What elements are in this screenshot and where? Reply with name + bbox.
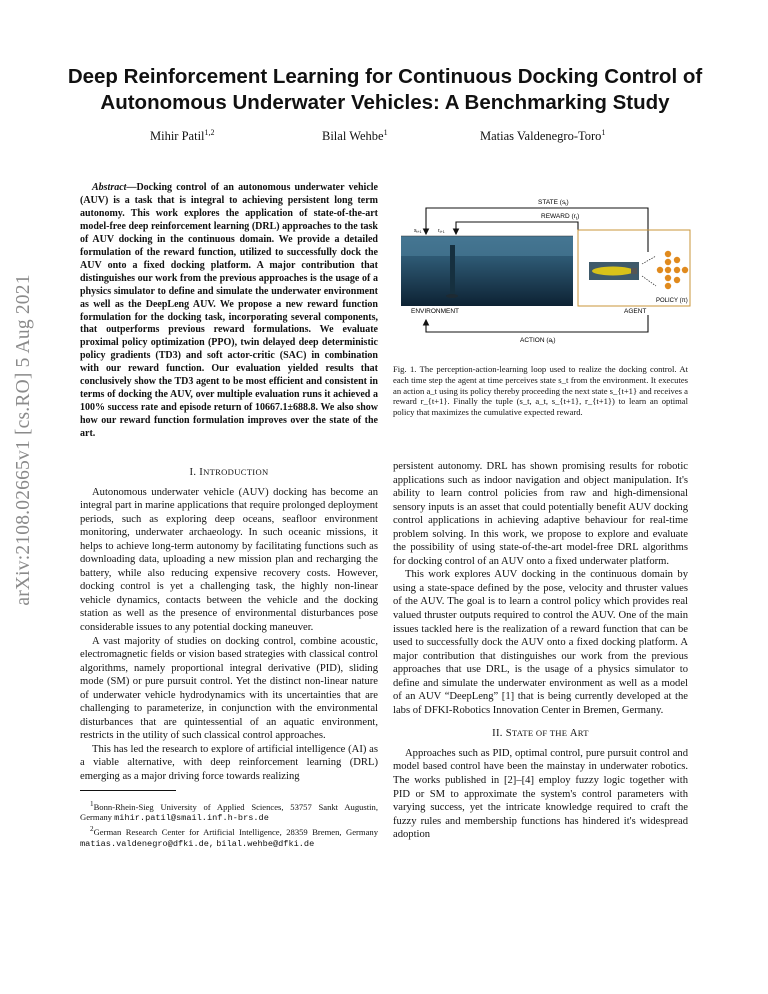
paragraph: Autonomous underwater vehicle (AUV) docking has become an integral part in marine applications that require prolonged deployment periods, such as exploring deep oceans, seafloor environment monitoring, underwater archaeology. In such oceanic missions, it helps to achieve long-term autonomy by facilitating functions such as downloading data, uploading a new mission plan and recharging the battery, while also reducing expensive recovery costs. However, docking control is yet a challenging task, the highly non-linear vehicle dynamics, contacts between the vehicle and the docking station as well as the presence of environmental disturbances pose considerable issues to any potential docking maneuver. (80, 486, 378, 634)
footnote-rule (80, 790, 176, 791)
reward-label: REWARD $(r_t)$ (541, 213, 580, 221)
author-1 (150, 128, 215, 144)
left-column-body (80, 456, 378, 850)
email-link[interactable]: matias.valdenegro@dfki.de, (80, 839, 215, 850)
agent-label: AGENT (624, 308, 647, 315)
perception-action-loop-figure (398, 190, 698, 360)
policy-network-icon (642, 251, 688, 289)
section-heading-introduction: I. INTRODUCTION (189, 467, 269, 478)
arxiv-identifier (4, 160, 44, 720)
author-affiliation: 1 (383, 128, 388, 137)
author-affiliation: 1 (601, 128, 606, 137)
abstract (80, 182, 378, 441)
email-link[interactable]: bilal.wehbe@dfki.de (216, 839, 315, 850)
reward-arrow (456, 222, 578, 234)
paragraph: persistent autonomy. DRL has shown promising results for robotic applications such as indoor navigation and object manipulation. It's ability to learn control policies from raw and high-dimensional sensory inputs is an asset that could potentially benefit AUV docking control applications in achieving adaptive behaviour for real-time problem solving. In this work, we propose to explore and evaluate the possibility of using state-of-the-art model-free DRL algorithms for docking control of an AUV onto a fixed underwater platform. (393, 461, 688, 567)
next-state-label: $s_{t+1}$ (414, 228, 422, 234)
right-column-body (393, 460, 688, 842)
policy-label: POLICY (π) (656, 298, 688, 304)
figure-caption (393, 364, 688, 418)
environment-scene (401, 236, 573, 306)
abstract-text: —Docking control of an autonomous underwater vehicle (AUV) is a task that is integral to achieving persistent long term autonomy. This work explores the application of state-of-the-art model-free deep reinforcement learning (DRL) approaches to the task of AUV docking in the continuous domain. We provide a detailed formulation of the reward function, utilized to successfully dock the AUV onto a fixed docking platform. A major contribution that distinguishes our work from the previous approaches is the usage of a physics simulator to define and simulate the underwater environment as well as the DeepLeng AUV. We propose a new reward function formulation for the docking task, incorporating several components, that outperforms previous reward formulations. We evaluate proximal policy optimization (PPO), twin delayed deep deterministic policy gradients (TD3) and soft actor-critic (SAC) in combination with our reward function. Our evaluation yielded results that conclusively show the TD3 agent to be most efficient and consistent in terms of docking the AUV, over multiple evaluation runs it achieved a 100% success rate and episode return of 10667.1±688.8. We also show how our reward function formulation improves over the state of the art. (80, 182, 378, 440)
footnote-1: $^1$Bonn-Rhein-Sieg University of Applied Sciences, 53757 Sankt Augustin, Germany mihir.patil@smail.inf.h-brs.de (80, 799, 378, 824)
paragraph: Approaches such as PID, optimal control, pure pursuit control and model based control have been the mainstay in underwater robotics. The works published in [2]–[4] employ fuzzy logic together with PID or SM to approximate the system's control parameters with varying success, yet the intricate knowledge required to craft the fuzzy rules and membership functions has hindered it's widespread adoption (393, 747, 688, 841)
paragraph: This work explores AUV docking in the continuous domain by using a state-space defined by the pose, velocity and thruster values of the AUV. The goal is to learn a control policy which provides real valued thruster outputs required to control the AUV. One of the main issues tackled here is the realization of a reward function that can be used to successfully dock the AUV onto a fixed docking platform. A major contribution that distinguishes our work from the previous approaches that use DRL, is the usage of a physics simulator to define and simulate the underwater environment as well as a model of an AUV “DeepLeng” [1] that is being currently developed at the labs of DFKI-Robotics Innovation Center in Bremen, Germany. (393, 569, 688, 716)
author-affiliation: 1,2 (204, 128, 215, 137)
author-name: Matias Valdenegro-Toro (480, 129, 602, 144)
figure-caption-text: The perception-action-learning loop used to realize the docking control. At each time step the agent at time perceives state s_t from the environment. It executes an action a_t using its policy thereby proceeding the next state s_{t+1} and receives a reward r_{t+1}. Finally the tuple (s_t, a_t, s_{t+1}, r_{t+1}) to learn an optimal policy that maximizes the cumulative expected reward. (393, 364, 688, 418)
environment-label: ENVIRONMENT (411, 308, 460, 315)
action-label: ACTION $(a_t)$ (520, 337, 556, 345)
figure-caption-label: Fig. 1. (393, 364, 417, 374)
footnote-2: $^2$German Research Center for Artificial Intelligence, 28359 Bremen, Germany matias.valdenegro@dfki.de, bilal.wehbe@dfki.de (80, 825, 378, 850)
section-heading-state-of-the-art: II. STATE OF THE ART (492, 728, 589, 740)
state-label: STATE $(s_t)$ (538, 199, 569, 207)
paragraph: A vast majority of studies on docking control, combine acoustic, electromagnetic fields or vision based strategies with classical control algorithms, namely proportional integral derivative (PID), sliding mode (SM) or pure pursuit control. Yet the distinct non-linear nature of underwater vehicle hydrodynamics with its uncertainties that are challenging to parameterize, in conjunction with the environmental disturbances that are quintessential of an aquatic environment, restricts in the utility of such classical control approaches. (80, 635, 378, 742)
next-reward-label: $r_{t+1}$ (438, 228, 445, 234)
author-name: Bilal Wehbe (322, 129, 384, 144)
author-3 (480, 128, 605, 144)
email-link[interactable]: mihir.patil@smail.inf.h-brs.de (114, 813, 269, 824)
action-arrow (426, 315, 648, 332)
paper-title: Deep Reinforcement Learning for Continuous Docking Control of Autonomous Underwater Vehicles: A Benchmarking Study (67, 65, 703, 114)
abstract-label: Abstract (92, 182, 127, 193)
arxiv-identifier-text: arXiv:2108.02665v1 [cs.RO] 5 Aug 2021 (13, 274, 34, 606)
paragraph: This has led the research to explore of artificial intelligence (AI) as a viable alternative, with deep reinforcement learning (DRL) emerging as a major driving force towards realizing (80, 743, 378, 783)
author-2 (322, 128, 388, 144)
author-name: Mihir Patil (150, 129, 205, 144)
agent-box (578, 230, 690, 306)
